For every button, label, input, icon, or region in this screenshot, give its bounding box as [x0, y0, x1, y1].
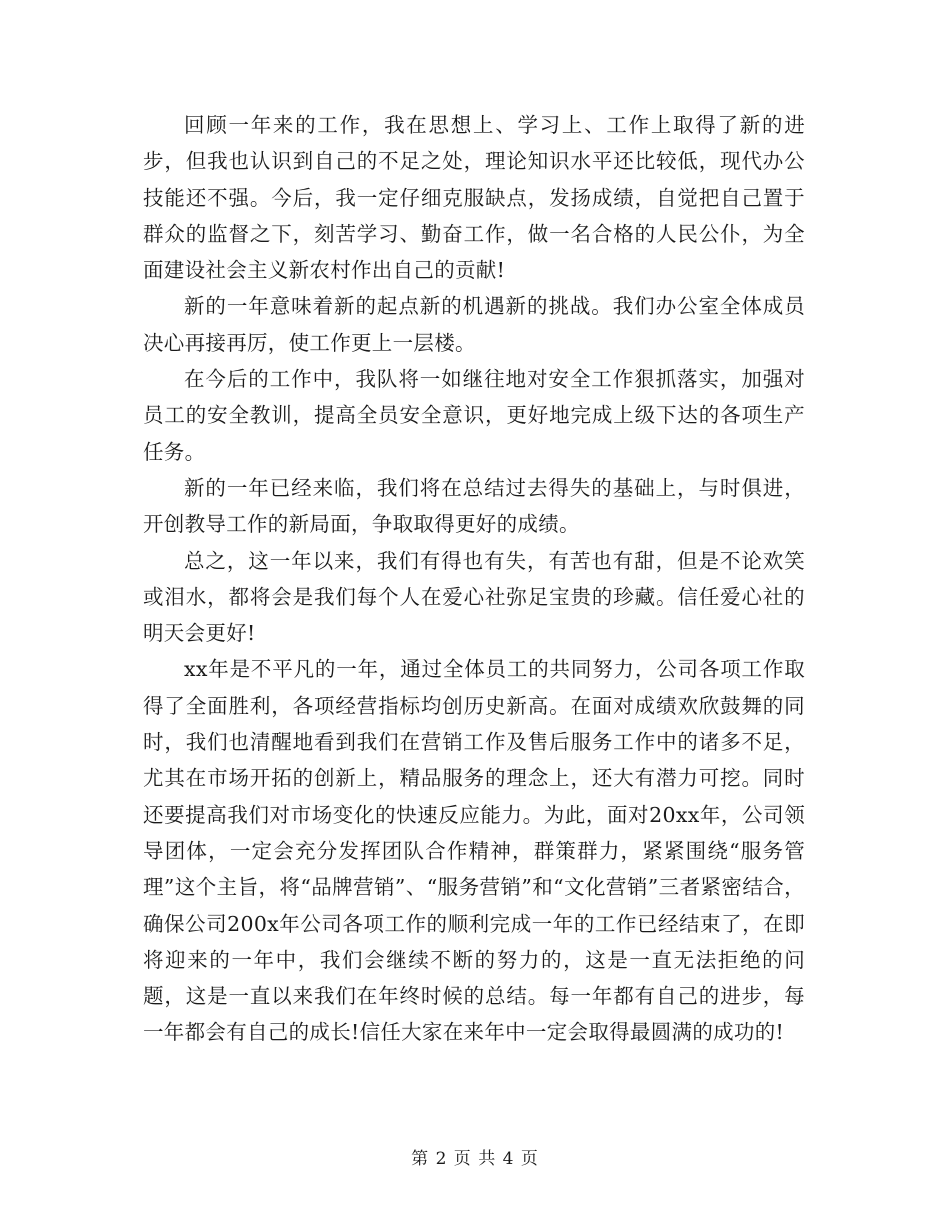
- paragraph-4: 新的一年已经来临，我们将在总结过去得失的基础上，与时俱进，开创教导工作的新局面，争取取得更好的成绩。: [143, 475, 805, 537]
- paragraph-3: 在今后的工作中，我队将一如继往地对安全工作狠抓落实，加强对员工的安全教训，提高全员安全意识，更好地完成上级下达的各项生产任务。: [143, 367, 805, 464]
- paragraph-5: 总之，这一年以来，我们有得也有失，有苦也有甜，但是不论欢笑或泪水，都将会是我们每个人在爱心社弥足宝贵的珍藏。信任爱心社的明天会更好!: [143, 548, 805, 646]
- document-body: [143, 107, 805, 1051]
- paragraph-1: 回顾一年来的工作，我在思想上、学习上、工作上取得了新的进步，但我也认识到自己的不足之处，理论知识水平还比较低，现代办公技能还不强。今后，我一定仔细克服缺点，发扬成绩，自觉把自己置于群众的监督之下，刻苦学习、勤奋工作，做一名合格的人民公仆，为全面建设社会主义新农村作出自己的贡献!: [143, 113, 805, 283]
- page-number-footer: 第 2 页 共 4 页: [411, 1149, 539, 1169]
- paragraph-6: xx年是不平凡的一年，通过全体员工的共同努力，公司各项工作取得了全面胜利，各项经营指标均创历史新高。在面对成绩欢欣鼓舞的同时，我们也清醒地看到我们在营销工作及售后服务工作中的诸多不足，尤其在市场开拓的创新上，精品服务的理念上，还大有潜力可挖。同时还要提高我们对市场变化的快速反应能力。为此，面对20xx年，公司领导团体，一定会充分发挥团队合作精神，群策群力，紧紧围绕“服务管理”这个主旨，将“品牌营销”、“服务营销”和“文化营销”三者紧密结合，确保公司200x年公司各项工作的顺利完成一年的工作已经结束了，在即将迎来的一年中，我们会继续不断的努力的，这是一直无法拒绝的问题，这是一直以来我们在年终时候的总结。每一年都有自己的进步，每一年都会有自己的成长!信任大家在来年中一定会取得最圆满的成功的!: [143, 657, 805, 1045]
- paragraph-2: 新的一年意味着新的起点新的机遇新的挑战。我们办公室全体成员决心再接再厉，使工作更上一层楼。: [143, 294, 805, 355]
